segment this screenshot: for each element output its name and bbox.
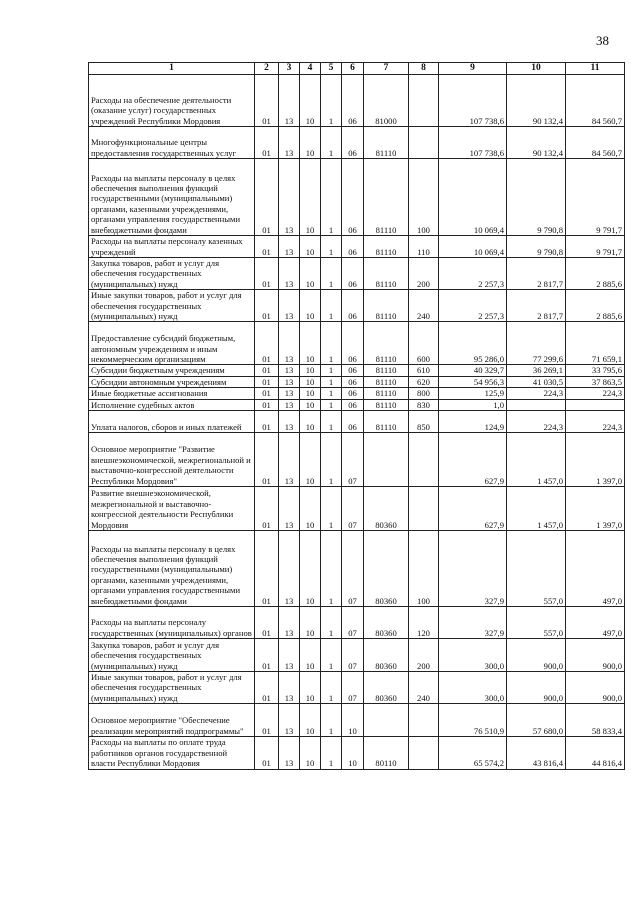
row-value-cell-5: 1 <box>321 376 342 387</box>
row-value-cell-2: 01 <box>255 487 279 531</box>
row-value-cell-2: 01 <box>255 258 279 290</box>
row-value-cell-11: 1 397,0 <box>566 433 625 487</box>
row-value-cell-2: 01 <box>255 639 279 672</box>
row-value-cell-9: 627,9 <box>439 433 507 487</box>
row-value-cell-6: 06 <box>342 236 364 258</box>
row-value-cell-5: 1 <box>321 159 342 236</box>
row-value-cell-4: 10 <box>300 639 321 672</box>
row-value-cell-5: 1 <box>321 388 342 399</box>
row-value-cell-2: 01 <box>255 322 279 365</box>
row-name-cell: Иные бюджетные ассигнования <box>89 388 255 399</box>
row-value-cell-6: 06 <box>342 75 364 127</box>
row-value-cell-11: 58 833,4 <box>566 704 625 737</box>
row-value-cell-9: 627,9 <box>439 487 507 531</box>
row-value-cell-3: 13 <box>279 487 300 531</box>
column-header-2: 2 <box>255 63 279 75</box>
row-value-cell-4: 10 <box>300 607 321 639</box>
row-value-cell-8: 620 <box>409 376 439 387</box>
row-value-cell-10: 2 817,7 <box>507 258 566 290</box>
table-row <box>89 258 625 290</box>
row-value-cell-7: 80110 <box>364 737 409 769</box>
row-value-cell-11: 2 885,6 <box>566 258 625 290</box>
table-row <box>89 75 625 127</box>
row-value-cell-11: 497,0 <box>566 607 625 639</box>
row-value-cell-4: 10 <box>300 411 321 433</box>
row-value-cell-6: 06 <box>342 399 364 410</box>
row-value-cell-8: 120 <box>409 607 439 639</box>
row-value-cell-5: 1 <box>321 365 342 376</box>
column-header-10: 10 <box>507 63 566 75</box>
row-value-cell-8 <box>409 737 439 769</box>
row-value-cell-4: 10 <box>300 322 321 365</box>
row-value-cell-5: 1 <box>321 290 342 322</box>
row-value-cell-7: 81110 <box>364 376 409 387</box>
table-row <box>89 290 625 322</box>
column-header-9: 9 <box>439 63 507 75</box>
row-value-cell-10: 557,0 <box>507 531 566 607</box>
column-header-6: 6 <box>342 63 364 75</box>
row-value-cell-3: 13 <box>279 388 300 399</box>
row-value-cell-5: 1 <box>321 127 342 159</box>
row-value-cell-7 <box>364 433 409 487</box>
row-value-cell-2: 01 <box>255 159 279 236</box>
row-value-cell-10: 41 030,5 <box>507 376 566 387</box>
row-value-cell-7: 81000 <box>364 75 409 127</box>
row-value-cell-10: 224,3 <box>507 388 566 399</box>
row-value-cell-4: 10 <box>300 672 321 704</box>
row-value-cell-5: 1 <box>321 704 342 737</box>
row-value-cell-11: 900,0 <box>566 639 625 672</box>
row-value-cell-10: 90 132,4 <box>507 127 566 159</box>
row-value-cell-7: 81110 <box>364 258 409 290</box>
row-name-cell: Расходы на выплаты персоналу в целях обеспечения выполнения функций государственными (муниципальными) органами, казенными учреждениями, органами управления государственными внебюджетными фондами <box>89 159 255 236</box>
row-value-cell-8: 200 <box>409 639 439 672</box>
table-row <box>89 376 625 387</box>
row-value-cell-8: 600 <box>409 322 439 365</box>
row-value-cell-3: 13 <box>279 531 300 607</box>
row-name-cell: Расходы на выплаты персоналу в целях обеспечения выполнения функций государственными (муниципальными) органами, казенными учреждениями, органами управления государственными внебюджетными фондами <box>89 531 255 607</box>
row-value-cell-8: 240 <box>409 672 439 704</box>
row-value-cell-7: 81110 <box>364 365 409 376</box>
row-value-cell-10: 43 816,4 <box>507 737 566 769</box>
table-row <box>89 411 625 433</box>
row-value-cell-5: 1 <box>321 737 342 769</box>
table-row <box>89 639 625 672</box>
row-value-cell-10: 557,0 <box>507 607 566 639</box>
table-row <box>89 487 625 531</box>
row-value-cell-3: 13 <box>279 607 300 639</box>
row-value-cell-9: 107 738,6 <box>439 75 507 127</box>
row-value-cell-8: 610 <box>409 365 439 376</box>
row-value-cell-5: 1 <box>321 322 342 365</box>
row-value-cell-11: 71 659,1 <box>566 322 625 365</box>
row-value-cell-8: 830 <box>409 399 439 410</box>
row-name-cell: Предоставление субсидий бюджетным, автономным учреждениям и иным некоммерческим организациям <box>89 322 255 365</box>
row-value-cell-9: 76 510,9 <box>439 704 507 737</box>
row-value-cell-11: 1 397,0 <box>566 487 625 531</box>
row-value-cell-3: 13 <box>279 376 300 387</box>
row-value-cell-5: 1 <box>321 258 342 290</box>
row-value-cell-6: 06 <box>342 411 364 433</box>
row-value-cell-3: 13 <box>279 433 300 487</box>
column-header-5: 5 <box>321 63 342 75</box>
table-row <box>89 399 625 410</box>
row-value-cell-9: 300,0 <box>439 639 507 672</box>
row-value-cell-9: 54 956,3 <box>439 376 507 387</box>
row-value-cell-6: 07 <box>342 639 364 672</box>
row-value-cell-6: 10 <box>342 737 364 769</box>
row-value-cell-2: 01 <box>255 672 279 704</box>
row-value-cell-2: 01 <box>255 236 279 258</box>
budget-table <box>88 62 625 770</box>
row-value-cell-3: 13 <box>279 127 300 159</box>
row-value-cell-3: 13 <box>279 399 300 410</box>
row-value-cell-2: 01 <box>255 737 279 769</box>
row-value-cell-3: 13 <box>279 704 300 737</box>
row-value-cell-6: 07 <box>342 531 364 607</box>
row-value-cell-4: 10 <box>300 737 321 769</box>
row-value-cell-2: 01 <box>255 127 279 159</box>
row-value-cell-7: 80360 <box>364 639 409 672</box>
row-value-cell-9: 124,9 <box>439 411 507 433</box>
row-value-cell-5: 1 <box>321 433 342 487</box>
row-value-cell-11 <box>566 399 625 410</box>
row-value-cell-4: 10 <box>300 388 321 399</box>
column-header-8: 8 <box>409 63 439 75</box>
row-value-cell-4: 10 <box>300 127 321 159</box>
row-value-cell-8 <box>409 704 439 737</box>
row-value-cell-8 <box>409 75 439 127</box>
row-value-cell-11: 37 863,5 <box>566 376 625 387</box>
row-value-cell-8 <box>409 127 439 159</box>
table-row <box>89 127 625 159</box>
table-row <box>89 159 625 236</box>
row-value-cell-3: 13 <box>279 672 300 704</box>
row-value-cell-10: 36 269,1 <box>507 365 566 376</box>
table-row <box>89 737 625 769</box>
row-value-cell-6: 06 <box>342 322 364 365</box>
row-value-cell-9: 327,9 <box>439 531 507 607</box>
row-value-cell-11: 9 791,7 <box>566 159 625 236</box>
row-value-cell-2: 01 <box>255 704 279 737</box>
row-value-cell-9: 300,0 <box>439 672 507 704</box>
row-value-cell-9: 10 069,4 <box>439 236 507 258</box>
row-value-cell-7: 80360 <box>364 607 409 639</box>
row-value-cell-2: 01 <box>255 399 279 410</box>
column-header-11: 11 <box>566 63 625 75</box>
row-value-cell-3: 13 <box>279 737 300 769</box>
row-value-cell-4: 10 <box>300 159 321 236</box>
row-name-cell: Иные закупки товаров, работ и услуг для обеспечения государственных (муниципальных) нужд <box>89 290 255 322</box>
row-value-cell-2: 01 <box>255 290 279 322</box>
row-value-cell-11: 9 791,7 <box>566 236 625 258</box>
row-value-cell-10: 77 299,6 <box>507 322 566 365</box>
row-value-cell-2: 01 <box>255 411 279 433</box>
row-value-cell-7: 81110 <box>364 236 409 258</box>
row-value-cell-2: 01 <box>255 531 279 607</box>
row-value-cell-7: 81110 <box>364 322 409 365</box>
row-name-cell: Расходы на выплаты персоналу государственных (муниципальных) органов <box>89 607 255 639</box>
row-value-cell-6: 06 <box>342 365 364 376</box>
row-value-cell-5: 1 <box>321 399 342 410</box>
row-value-cell-11: 84 560,7 <box>566 127 625 159</box>
row-value-cell-3: 13 <box>279 639 300 672</box>
row-value-cell-9: 65 574,2 <box>439 737 507 769</box>
row-value-cell-8: 200 <box>409 258 439 290</box>
row-value-cell-6: 07 <box>342 487 364 531</box>
header-row <box>89 63 625 75</box>
row-value-cell-8: 850 <box>409 411 439 433</box>
row-value-cell-9: 10 069,4 <box>439 159 507 236</box>
row-value-cell-10: 900,0 <box>507 639 566 672</box>
row-name-cell: Основное мероприятие "Развитие внешнеэкономической, межрегиональной и выставочно-конгрессной деятельности Республики Мордовия" <box>89 433 255 487</box>
row-value-cell-7: 81110 <box>364 127 409 159</box>
row-value-cell-11: 224,3 <box>566 411 625 433</box>
row-name-cell: Многофункциональные центры предоставления государственных услуг <box>89 127 255 159</box>
column-header-7: 7 <box>364 63 409 75</box>
row-value-cell-3: 13 <box>279 411 300 433</box>
row-value-cell-2: 01 <box>255 607 279 639</box>
row-value-cell-9: 2 257,3 <box>439 290 507 322</box>
row-value-cell-10 <box>507 399 566 410</box>
row-name-cell: Закупка товаров, работ и услуг для обеспечения государственных (муниципальных) нужд <box>89 639 255 672</box>
column-header-4: 4 <box>300 63 321 75</box>
row-value-cell-8: 100 <box>409 531 439 607</box>
row-value-cell-10: 2 817,7 <box>507 290 566 322</box>
row-value-cell-3: 13 <box>279 365 300 376</box>
row-value-cell-6: 07 <box>342 607 364 639</box>
row-value-cell-10: 90 132,4 <box>507 75 566 127</box>
table-row <box>89 388 625 399</box>
row-value-cell-5: 1 <box>321 531 342 607</box>
table-row <box>89 607 625 639</box>
row-name-cell: Исполнение судебных актов <box>89 399 255 410</box>
table-row <box>89 672 625 704</box>
row-value-cell-5: 1 <box>321 672 342 704</box>
row-name-cell: Иные закупки товаров, работ и услуг для обеспечения государственных (муниципальных) нужд <box>89 672 255 704</box>
row-value-cell-7: 81110 <box>364 159 409 236</box>
table-row <box>89 531 625 607</box>
row-value-cell-9: 125,9 <box>439 388 507 399</box>
row-value-cell-6: 07 <box>342 433 364 487</box>
row-value-cell-8: 110 <box>409 236 439 258</box>
row-name-cell: Уплата налогов, сборов и иных платежей <box>89 411 255 433</box>
row-value-cell-4: 10 <box>300 704 321 737</box>
row-value-cell-3: 13 <box>279 290 300 322</box>
row-value-cell-4: 10 <box>300 531 321 607</box>
row-value-cell-11: 497,0 <box>566 531 625 607</box>
row-value-cell-11: 33 795,6 <box>566 365 625 376</box>
row-name-cell: Субсидии автономным учреждениям <box>89 376 255 387</box>
row-value-cell-5: 1 <box>321 411 342 433</box>
row-value-cell-4: 10 <box>300 258 321 290</box>
table-row <box>89 433 625 487</box>
row-value-cell-7: 81110 <box>364 411 409 433</box>
row-value-cell-5: 1 <box>321 639 342 672</box>
row-value-cell-3: 13 <box>279 236 300 258</box>
row-value-cell-8: 100 <box>409 159 439 236</box>
row-value-cell-2: 01 <box>255 433 279 487</box>
row-value-cell-4: 10 <box>300 433 321 487</box>
row-value-cell-7: 81110 <box>364 399 409 410</box>
row-name-cell: Расходы на выплаты персоналу казенных учреждений <box>89 236 255 258</box>
row-value-cell-7: 80360 <box>364 672 409 704</box>
row-value-cell-8: 240 <box>409 290 439 322</box>
table-row <box>89 365 625 376</box>
row-value-cell-9: 40 329,7 <box>439 365 507 376</box>
row-name-cell: Основное мероприятие "Обеспечение реализации мероприятий подпрограммы" <box>89 704 255 737</box>
row-name-cell: Расходы на обеспечение деятельности (оказание услуг) государственных учреждений Республики Мордовия <box>89 75 255 127</box>
row-value-cell-9: 95 286,0 <box>439 322 507 365</box>
row-value-cell-6: 06 <box>342 127 364 159</box>
row-value-cell-4: 10 <box>300 365 321 376</box>
table-row <box>89 704 625 737</box>
row-value-cell-4: 10 <box>300 399 321 410</box>
row-value-cell-9: 327,9 <box>439 607 507 639</box>
row-value-cell-10: 9 790,8 <box>507 236 566 258</box>
row-value-cell-3: 13 <box>279 322 300 365</box>
row-value-cell-6: 10 <box>342 704 364 737</box>
row-value-cell-4: 10 <box>300 75 321 127</box>
row-value-cell-11: 224,3 <box>566 388 625 399</box>
row-value-cell-6: 06 <box>342 258 364 290</box>
row-value-cell-11: 2 885,6 <box>566 290 625 322</box>
row-name-cell: Субсидии бюджетным учреждениям <box>89 365 255 376</box>
row-value-cell-7: 80360 <box>364 531 409 607</box>
row-value-cell-4: 10 <box>300 376 321 387</box>
row-value-cell-11: 84 560,7 <box>566 75 625 127</box>
row-value-cell-9: 2 257,3 <box>439 258 507 290</box>
row-value-cell-6: 06 <box>342 290 364 322</box>
row-value-cell-6: 07 <box>342 672 364 704</box>
column-header-1: 1 <box>89 63 255 75</box>
row-value-cell-5: 1 <box>321 607 342 639</box>
page-number: 38 <box>596 33 609 48</box>
row-value-cell-3: 13 <box>279 258 300 290</box>
row-value-cell-7: 81110 <box>364 290 409 322</box>
row-value-cell-10: 900,0 <box>507 672 566 704</box>
row-value-cell-2: 01 <box>255 376 279 387</box>
column-header-3: 3 <box>279 63 300 75</box>
row-value-cell-5: 1 <box>321 236 342 258</box>
row-value-cell-11: 900,0 <box>566 672 625 704</box>
row-value-cell-6: 06 <box>342 159 364 236</box>
row-value-cell-4: 10 <box>300 290 321 322</box>
row-value-cell-6: 06 <box>342 388 364 399</box>
row-value-cell-4: 10 <box>300 236 321 258</box>
row-value-cell-8 <box>409 433 439 487</box>
table-row <box>89 236 625 258</box>
row-name-cell: Закупка товаров, работ и услуг для обеспечения государственных (муниципальных) нужд <box>89 258 255 290</box>
row-value-cell-10: 224,3 <box>507 411 566 433</box>
row-value-cell-10: 1 457,0 <box>507 433 566 487</box>
row-value-cell-9: 1,0 <box>439 399 507 410</box>
row-name-cell: Развитие внешнеэкономической, межрегиональной и выставочно-конгрессной деятельности Республики Мордовия <box>89 487 255 531</box>
row-name-cell: Расходы на выплаты по оплате труда работников органов государственной власти Республики Мордовия <box>89 737 255 769</box>
row-value-cell-3: 13 <box>279 75 300 127</box>
row-value-cell-11: 44 816,4 <box>566 737 625 769</box>
row-value-cell-10: 9 790,8 <box>507 159 566 236</box>
row-value-cell-7: 80360 <box>364 487 409 531</box>
row-value-cell-9: 107 738,6 <box>439 127 507 159</box>
row-value-cell-5: 1 <box>321 75 342 127</box>
row-value-cell-5: 1 <box>321 487 342 531</box>
row-value-cell-4: 10 <box>300 487 321 531</box>
row-value-cell-8 <box>409 487 439 531</box>
row-value-cell-7: 81110 <box>364 388 409 399</box>
row-value-cell-8: 800 <box>409 388 439 399</box>
row-value-cell-2: 01 <box>255 75 279 127</box>
row-value-cell-6: 06 <box>342 376 364 387</box>
row-value-cell-2: 01 <box>255 388 279 399</box>
row-value-cell-3: 13 <box>279 159 300 236</box>
row-value-cell-10: 1 457,0 <box>507 487 566 531</box>
row-value-cell-2: 01 <box>255 365 279 376</box>
row-value-cell-10: 57 680,0 <box>507 704 566 737</box>
table-row <box>89 322 625 365</box>
row-value-cell-7 <box>364 704 409 737</box>
